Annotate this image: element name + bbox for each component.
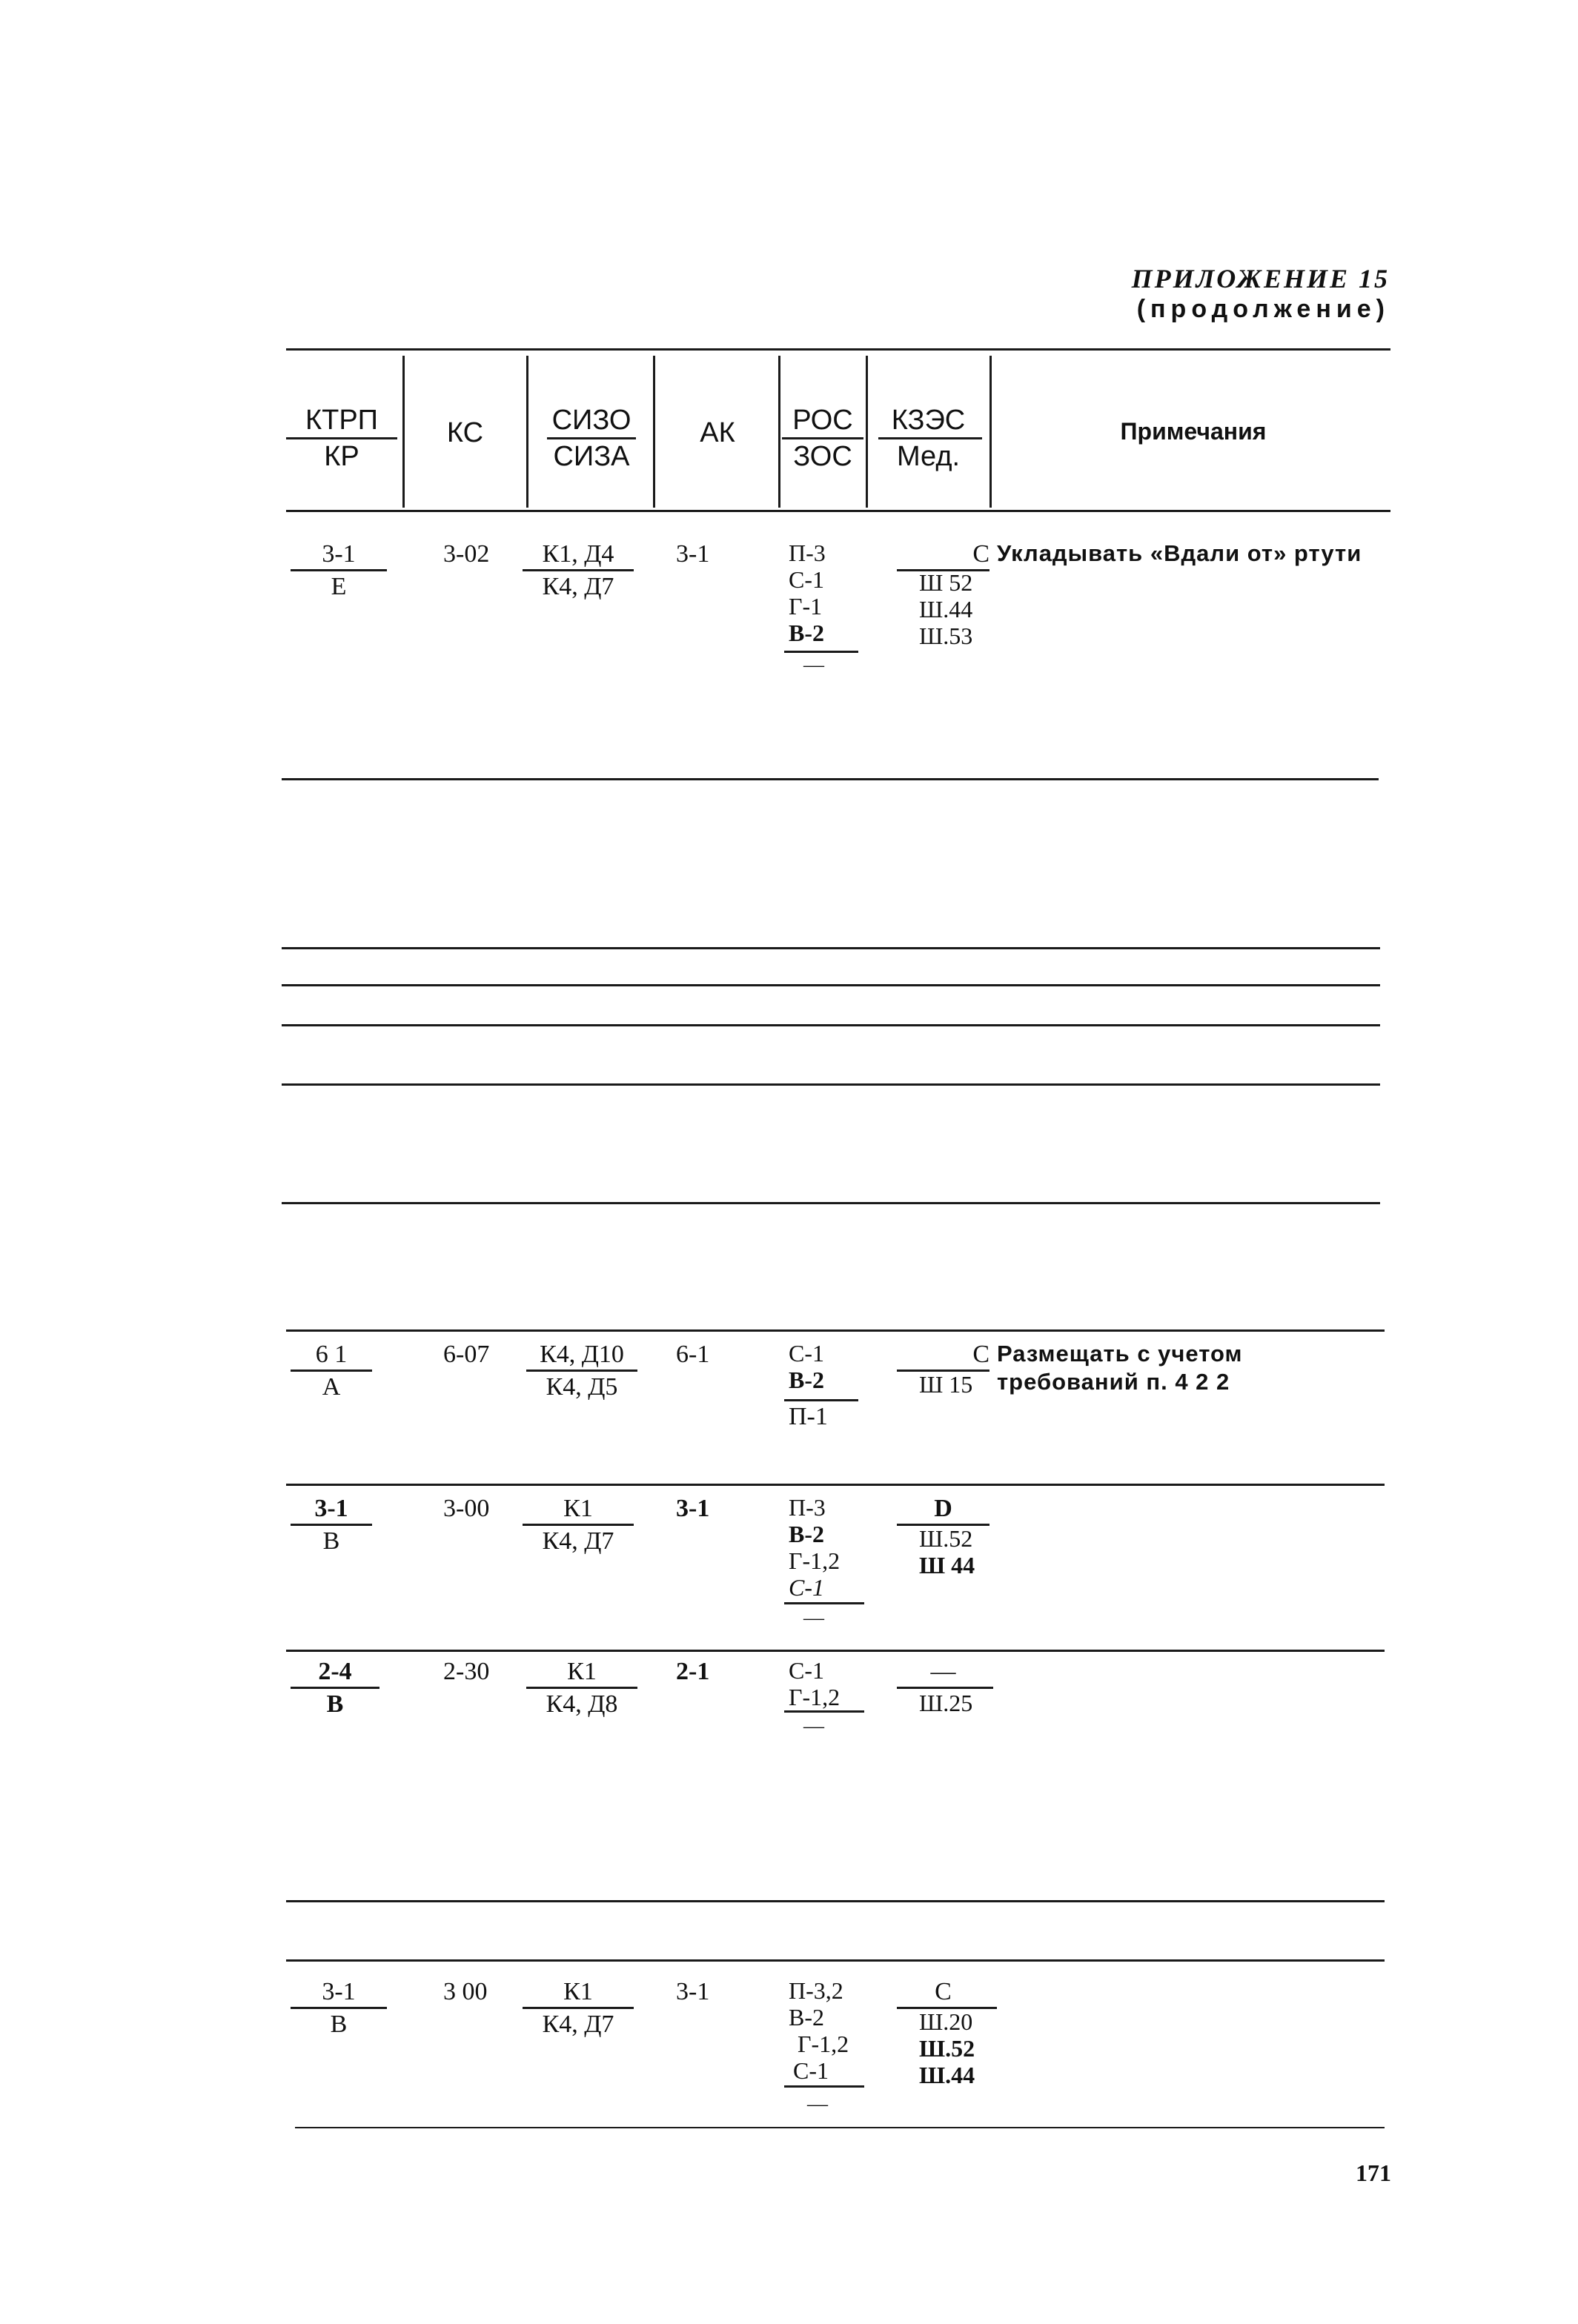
cell-ktrp: 2-4 [318, 1658, 352, 1685]
cell-zos: — [807, 2093, 828, 2116]
cell-ak: 3-1 [676, 1495, 710, 1522]
cell-siza: К4, Д7 [542, 2011, 614, 2038]
fraction-bar [291, 1687, 379, 1689]
ros-item: Г-1,2 [789, 1547, 841, 1574]
cell-kr: Е [331, 573, 347, 600]
cell-ak: 3-1 [676, 540, 710, 568]
cell-sizo: К1 [563, 1978, 593, 2005]
ros-item: С-1 [793, 2057, 829, 2084]
cell-kzes: D [934, 1495, 952, 1522]
ros-item: П-3 [789, 540, 826, 566]
cell-ros [789, 1657, 840, 1710]
header-kr: КР [324, 441, 359, 472]
cell-ks: 3-00 [443, 1495, 490, 1522]
cell-ak: 2-1 [676, 1658, 710, 1685]
cell-ktrp: 6 1 [315, 1341, 348, 1368]
row-rule [282, 984, 1380, 986]
fraction-bar [784, 1399, 858, 1401]
ros-item: Г-1 [789, 593, 823, 620]
header-divider [989, 356, 992, 508]
row-rule [282, 1083, 1380, 1086]
med-item: Ш 44 [919, 1552, 975, 1578]
row-rule [282, 778, 1379, 780]
ros-item: В-2 [789, 1367, 824, 1393]
cell-zos: — [803, 1715, 824, 1738]
ros-item: С-1 [789, 1657, 824, 1684]
header-med: Мед. [896, 441, 961, 472]
cell-siza: К4, Д8 [546, 1690, 618, 1718]
cell-ks: 6-07 [443, 1341, 490, 1368]
row-rule [286, 1900, 1385, 1902]
header-sizo: СИЗО [551, 405, 631, 436]
fraction-bar [291, 569, 387, 571]
cell-ktrp: 3-1 [322, 540, 356, 568]
header-kzes: КЗЭС [891, 405, 966, 436]
row-rule [286, 1329, 1385, 1332]
fraction-bar [291, 2007, 387, 2009]
fraction-bar [523, 569, 634, 571]
cell-ktrp: 3-1 [314, 1495, 348, 1522]
cell-ktrp: 3-1 [322, 1978, 356, 2005]
header-divider [778, 356, 780, 508]
cell-siza: К4, Д7 [542, 1527, 614, 1555]
fraction-bar [523, 1524, 634, 1526]
med-item: Ш 15 [919, 1371, 973, 1398]
med-item: Ш.44 [919, 596, 973, 622]
ros-item: В-2 [789, 2004, 824, 2031]
ros-item: П-3,2 [789, 1977, 843, 2004]
med-item: Ш.25 [919, 1690, 973, 1716]
cell-zos: П-1 [789, 1403, 828, 1430]
med-item: Ш.53 [919, 622, 973, 649]
table-top-rule [286, 348, 1390, 351]
cell-sizo: К1 [563, 1495, 593, 1522]
cell-kzes: С [935, 1978, 952, 2005]
header-fraction-bar [547, 437, 636, 439]
ros-item: В-2 [789, 1521, 824, 1547]
cell-siza: К4, Д7 [542, 573, 614, 600]
header-zos: ЗОС [793, 441, 852, 472]
ros-item: С-1 [789, 1340, 824, 1367]
cell-ros [789, 1977, 849, 2084]
fraction-bar [291, 1370, 372, 1372]
header-notes: Примечания [1120, 418, 1267, 445]
cell-sizo: К1, Д4 [542, 540, 614, 568]
med-item: Ш.20 [919, 2008, 973, 2035]
cell-ks: 3-02 [443, 540, 490, 568]
cell-ks: 2-30 [443, 1658, 490, 1685]
cell-note: Укладывать «Вдали от» ртути [997, 540, 1362, 566]
row-rule [282, 1024, 1380, 1026]
cell-zos: — [803, 1607, 824, 1630]
table-bottom-rule [295, 2127, 1385, 2128]
fraction-bar [897, 1687, 993, 1689]
ros-item: С-1 [789, 1574, 824, 1601]
fraction-bar [291, 1524, 372, 1526]
cell-kzes: — [930, 1658, 956, 1685]
cell-sizo: К1 [567, 1658, 597, 1685]
header-ktrp: КТРП [305, 405, 378, 436]
header-fraction-bar [878, 437, 982, 439]
header-ak: АК [700, 417, 735, 448]
header-divider [653, 356, 655, 508]
cell-kzes: С [972, 540, 989, 568]
header-bottom-rule [286, 510, 1390, 512]
cell-kzes: С [972, 1341, 989, 1368]
cell-med [919, 1371, 972, 1398]
fraction-bar [784, 2085, 864, 2088]
header-divider [866, 356, 868, 508]
header-fraction-bar [286, 437, 397, 439]
cell-sizo: К4, Д10 [540, 1341, 624, 1368]
row-rule [282, 947, 1380, 949]
cell-med [919, 1525, 975, 1578]
ros-item: Г-1,2 [789, 1684, 841, 1710]
cell-ak: 6-1 [676, 1341, 710, 1368]
cell-siza: К4, Д5 [546, 1373, 618, 1401]
fraction-bar [523, 2007, 634, 2009]
ros-item: Г-1,2 [798, 2031, 849, 2057]
header-ks: КС [446, 417, 484, 448]
cell-kr: В [330, 2011, 348, 2038]
med-item: Ш 52 [919, 569, 973, 596]
med-item: Ш.52 [919, 2035, 975, 2062]
ros-item: П-3 [789, 1494, 826, 1521]
fraction-bar [526, 1687, 637, 1689]
cell-med [919, 569, 972, 649]
header-ros: РОС [792, 405, 853, 436]
cell-med [919, 1690, 972, 1716]
cell-kr: В [326, 1690, 344, 1718]
header-siza: СИЗА [553, 441, 630, 472]
cell-kr: В [322, 1527, 340, 1555]
cell-med [919, 2008, 975, 2088]
header-divider [526, 356, 528, 508]
page-number: 171 [1356, 2159, 1391, 2186]
ros-item: В-2 [789, 620, 824, 646]
appendix-title: ПРИЛОЖЕНИЕ 15 [1131, 264, 1390, 293]
cell-ros [789, 1340, 824, 1393]
fraction-bar [526, 1370, 637, 1372]
appendix-subtitle: (продолжение) [1136, 295, 1390, 323]
cell-ros [789, 1494, 840, 1601]
cell-zos: — [803, 654, 824, 677]
med-item: Ш.52 [919, 1525, 973, 1552]
ros-item: С-1 [789, 566, 824, 593]
row-rule [286, 1650, 1385, 1652]
header-divider [402, 356, 405, 508]
cell-note: Размещать с учетом требований п. 4 2 2 [997, 1341, 1243, 1395]
row-rule [286, 1959, 1385, 1962]
cell-ks: 3 00 [443, 1978, 488, 2005]
row-rule [282, 1202, 1380, 1204]
cell-ak: 3-1 [676, 1978, 710, 2005]
med-item: Ш.44 [919, 2062, 975, 2088]
cell-ros [789, 540, 826, 646]
row-rule [286, 1484, 1385, 1486]
cell-kr: А [322, 1373, 341, 1401]
header-fraction-bar [782, 437, 863, 439]
